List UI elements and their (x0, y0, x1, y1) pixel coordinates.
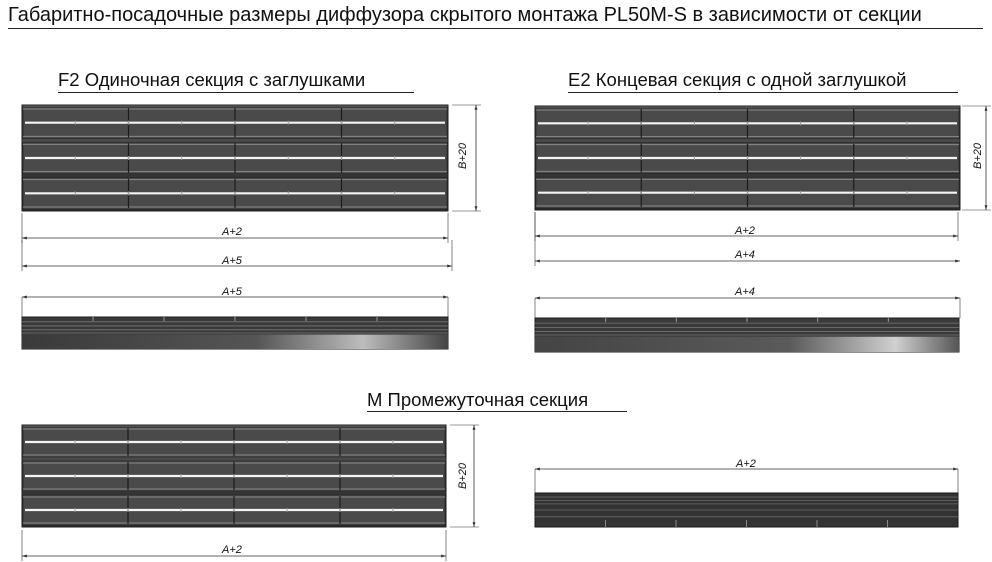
dim-label-e2-outer: A+4 (735, 249, 755, 261)
section-title-m: M Промежуточная секция (367, 389, 589, 410)
section-title-e2: E2 Концевая секция с одной заглушкой (568, 69, 907, 90)
section-title-f2: F2 Одиночная секция с заглушками (58, 69, 366, 90)
dim-label-e2-height: B+20 (972, 143, 984, 169)
dim-label-e2-inner: A+2 (735, 225, 755, 237)
dim-label-f2-inner: A+2 (222, 226, 242, 238)
e2-side-lower (535, 337, 959, 352)
dim-label-m-side: A+2 (736, 458, 756, 470)
dim-label-e2-side: A+4 (735, 286, 755, 298)
dim-label-m-length: A+2 (222, 544, 242, 556)
dim-label-m-height: B+20 (457, 463, 469, 489)
dim-label-f2-height: B+20 (457, 143, 469, 169)
dim-label-f2-side: A+5 (222, 286, 242, 298)
page-title: Габаритно-посадочные размеры диффузора скрытого монтажа PL50M-S в зависимости от секции (8, 4, 922, 26)
f2-side-lower (22, 335, 448, 349)
dim-label-f2-outer: A+5 (222, 255, 242, 267)
